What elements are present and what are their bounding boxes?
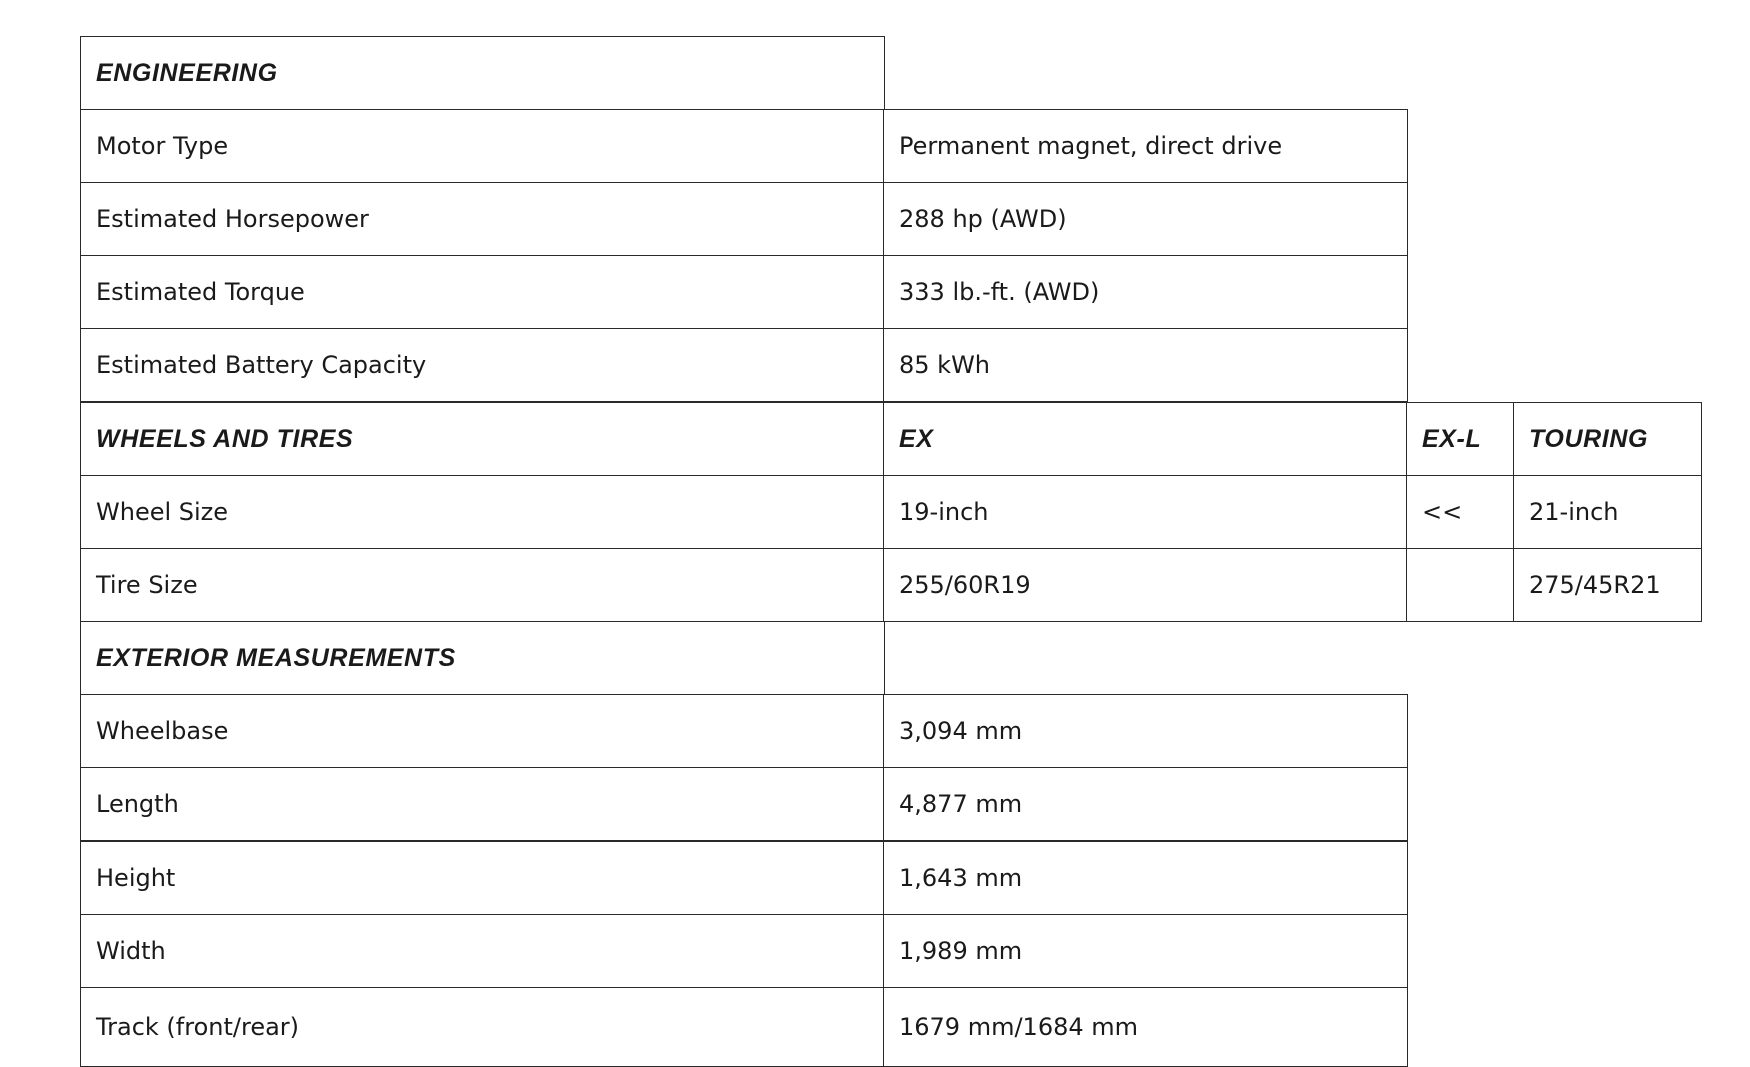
spec-value-wheel-size-touring: 21-inch [1513,475,1702,549]
spec-label-motor-type: Motor Type [80,109,885,183]
spec-value-wheel-size-ex-l: << [1406,475,1515,549]
spec-value-battery-capacity: 85 kWh [883,328,1408,402]
section-heading-exterior-measurements: EXTERIOR MEASUREMENTS [80,621,885,695]
spec-label-height: Height [80,841,885,915]
spec-label-horsepower: Estimated Horsepower [80,182,885,256]
section-heading-engineering: ENGINEERING [80,36,885,110]
spec-value-motor-type: Permanent magnet, direct drive [883,109,1408,183]
spec-value-wheel-size-ex: 19-inch [883,475,1408,549]
spec-label-wheelbase: Wheelbase [80,694,885,768]
spec-value-width: 1,989 mm [883,914,1408,988]
spec-value-height: 1,643 mm [883,841,1408,915]
trim-header-ex: EX [883,402,1408,476]
trim-header-ex-l: EX-L [1406,402,1515,476]
spec-value-horsepower: 288 hp (AWD) [883,182,1408,256]
spec-value-tire-size-touring: 275/45R21 [1513,548,1702,622]
spec-value-wheelbase: 3,094 mm [883,694,1408,768]
spec-label-track: Track (front/rear) [80,987,885,1067]
spec-label-wheel-size: Wheel Size [80,475,885,549]
spec-label-tire-size: Tire Size [80,548,885,622]
trim-header-touring: TOURING [1513,402,1702,476]
spec-label-width: Width [80,914,885,988]
spec-label-battery-capacity: Estimated Battery Capacity [80,328,885,402]
spec-value-length: 4,877 mm [883,767,1408,841]
spec-label-length: Length [80,767,885,841]
spec-label-torque: Estimated Torque [80,255,885,329]
spec-value-torque: 333 lb.-ft. (AWD) [883,255,1408,329]
spec-value-tire-size-ex-l [1406,548,1515,622]
spec-value-track: 1679 mm/1684 mm [883,987,1408,1067]
spec-value-tire-size-ex: 255/60R19 [883,548,1408,622]
section-heading-wheels-and-tires: WHEELS AND TIRES [80,402,885,476]
